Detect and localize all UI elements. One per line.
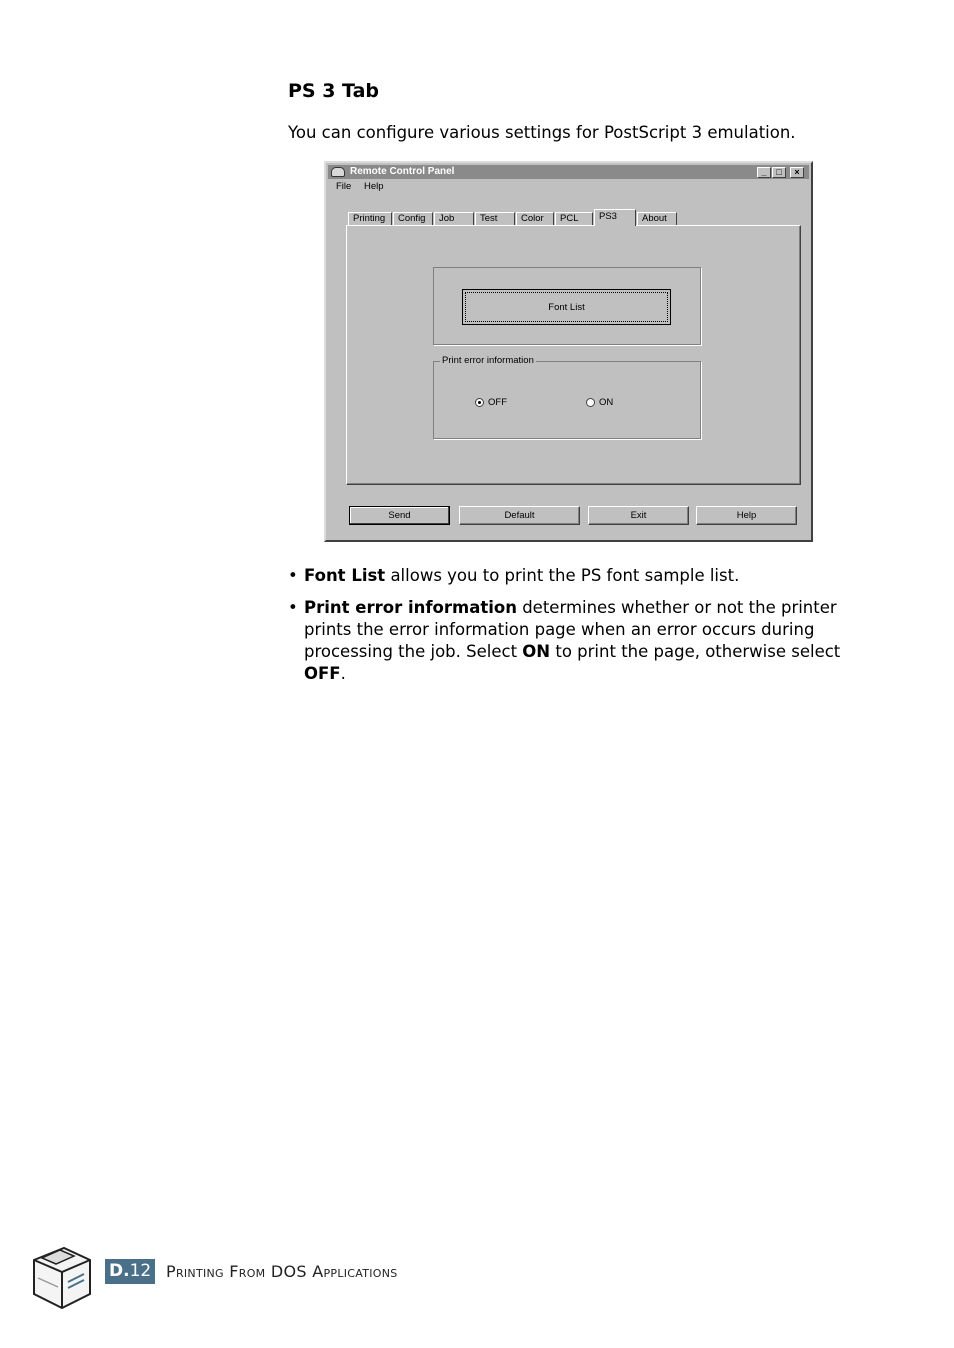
bullet-icon: • (288, 566, 298, 585)
page-prefix: D. (109, 1261, 130, 1281)
menu-bar (336, 181, 394, 192)
page-number (105, 1259, 155, 1284)
default-button[interactable]: Default (459, 506, 580, 525)
bullet-term: Print error information (304, 598, 517, 617)
font-list-button-label: Font List (465, 292, 668, 322)
bullet-font-list (288, 565, 858, 587)
tab-pcl[interactable]: PCL (555, 212, 593, 225)
printer-icon (30, 1238, 94, 1310)
bullet-text: allows you to print the PS font sample list. (385, 566, 740, 585)
radio-on[interactable] (586, 397, 613, 408)
section-heading: PS 3 Tab (288, 80, 379, 102)
bullet-print-error (288, 597, 858, 685)
tab-about[interactable]: About (637, 212, 677, 225)
tab-test[interactable]: Test (475, 212, 515, 225)
radio-off[interactable] (475, 397, 507, 408)
menu-file[interactable]: File (336, 181, 352, 192)
maximize-button[interactable]: □ (772, 167, 786, 178)
send-button[interactable]: Send (349, 506, 450, 525)
radio-off-label: OFF (488, 397, 507, 408)
close-button[interactable]: × (790, 167, 804, 178)
radio-off-indicator[interactable] (475, 398, 484, 407)
minimize-button[interactable]: _ (757, 167, 771, 178)
remote-control-panel-window (324, 161, 813, 542)
title-bar[interactable] (328, 165, 809, 179)
radio-on-label: ON (599, 397, 614, 408)
exit-button[interactable]: Exit (588, 506, 689, 525)
font-list-group (433, 267, 701, 345)
font-list-button[interactable] (462, 289, 671, 325)
menu-help[interactable]: Help (363, 181, 384, 192)
bullet-text: to print the page, otherwise select (550, 642, 841, 661)
footer-title: Printing From DOS Applications (166, 1262, 398, 1281)
tab-panel (346, 225, 801, 485)
bullet-icon: • (288, 598, 298, 617)
bullet-list (288, 565, 858, 695)
bullet-text: determines whether or not the printer prints the error information page when an error occurs during processing the job. Select (304, 598, 837, 661)
printer-icon (331, 167, 345, 177)
tab-printing[interactable]: Printing (348, 212, 392, 225)
intro-text: You can configure various settings for PostScript 3 emulation. (288, 123, 796, 142)
help-button[interactable]: Help (696, 506, 797, 525)
tab-ps3[interactable]: PS3 (594, 209, 636, 226)
tab-color[interactable]: Color (516, 212, 554, 225)
tab-job[interactable]: Job (434, 212, 474, 225)
page-number-value: 12 (129, 1261, 152, 1281)
off-term: OFF (304, 664, 341, 683)
on-term: ON (522, 642, 551, 661)
bullet-text: . (340, 664, 346, 683)
print-error-group-label: Print error information (442, 355, 534, 366)
bullet-term: Font List (304, 566, 386, 585)
tab-config[interactable]: Config (393, 212, 433, 225)
window-title: Remote Control Panel (350, 166, 455, 177)
radio-on-indicator[interactable] (586, 398, 595, 407)
print-error-group (433, 355, 701, 439)
